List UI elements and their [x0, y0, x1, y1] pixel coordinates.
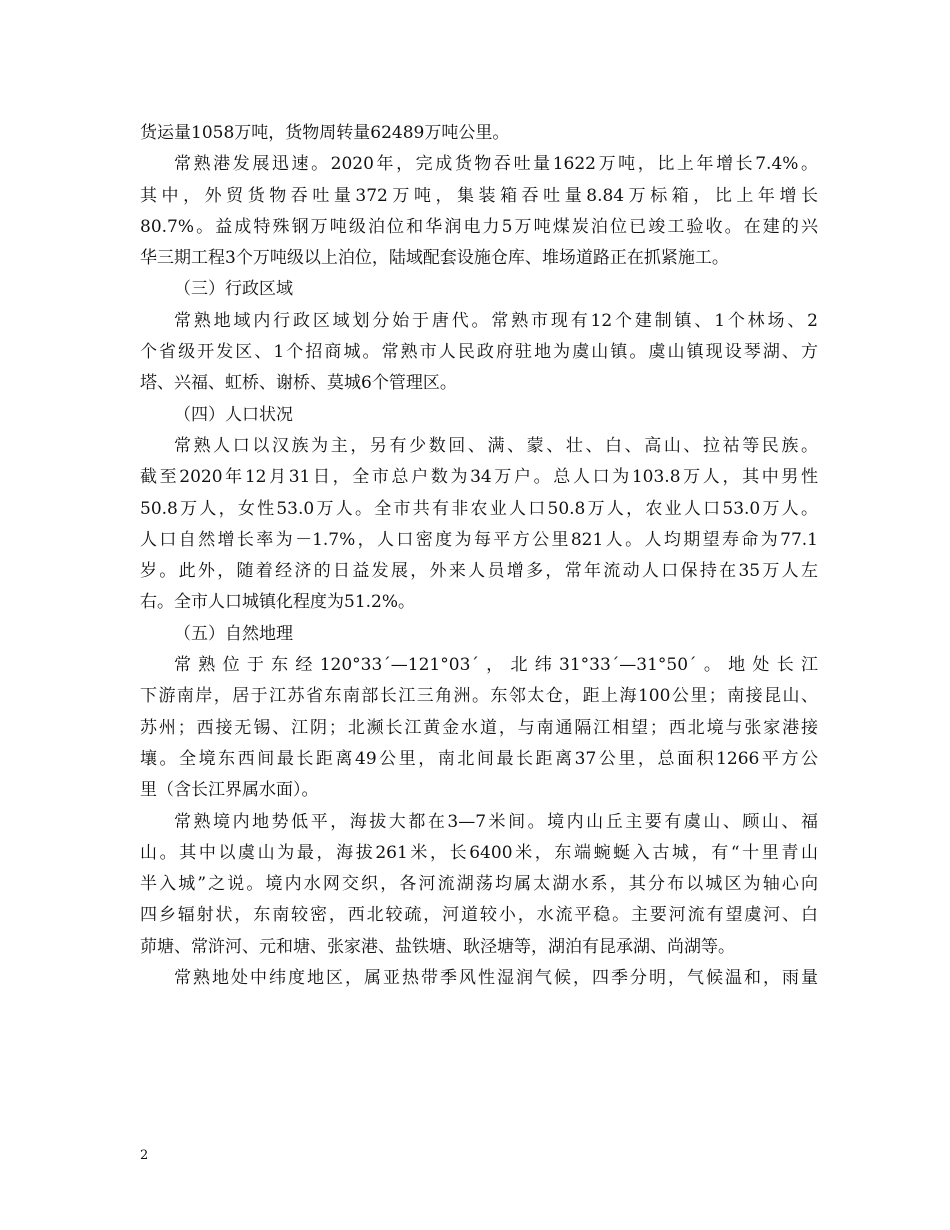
text-line: 茆塘、常浒河、元和塘、张家港、盐铁塘、耿泾塘等，湖泊有昆承湖、尚湖等。: [140, 936, 735, 957]
text-line: 个省级开发区、1个招商城。常熟市人民政府驻地为虞山镇。虞山镇现设琴湖、方: [140, 342, 818, 363]
text-line: 塔、兴福、虹桥、谢桥、莫城6个管理区。: [140, 373, 457, 394]
text-line: 常熟人口以汉族为主，另有少数回、满、蒙、壮、白、高山、拉祜等民族。: [174, 435, 818, 456]
text-line: 常熟地域内行政区域划分始于唐代。常熟市现有12个建制镇、1个林场、2: [174, 310, 818, 331]
text-line: 华三期工程3个万吨级以上泊位，陆域配套设施仓库、堆场道路正在抓紧施工。: [140, 248, 729, 269]
text-line: 苏州；西接无锡、江阴；北濒长江黄金水道，与南通隔江相望；西北境与张家港接: [140, 717, 818, 738]
text-line: 货运量1058万吨，货物周转量62489万吨公里。: [140, 123, 510, 143]
text-line: 人口自然增长率为－1.7%，人口密度为每平方公里821人。人均期望寿命为77.1: [140, 529, 818, 550]
text-line: 半入城”之说。境内水网交织，各河流湖荡均属太湖水系，其分布以城区为轴心向: [140, 874, 818, 895]
text-line: 右。全市人口城镇化程度为51.2%。: [140, 592, 416, 613]
text-line: 四乡辐射状，东南较密，西北较疏，河道较小，水流平稳。主要河流有望虞河、白: [140, 905, 818, 926]
text-line: 常熟境内地势低平，海拔大都在3—7米间。境内山丘主要有虞山、顾山、福: [174, 811, 818, 832]
text-line: 常熟地处中纬度地区，属亚热带季风性湿润气候，四季分明，气候温和，雨量: [174, 968, 818, 989]
section-heading: （五）自然地理: [174, 623, 293, 644]
text-line: 截至2020年12月31日，全市总户数为34万户。总人口为103.8万人，其中男性: [140, 467, 818, 488]
text-line: 常熟位于东经120°33´—121°03´，北纬31°33´—31°50´。地处长江: [174, 655, 818, 676]
text-line: 里（含长江界属水面）。: [140, 780, 319, 801]
text-line: 壤。全境东西间最长距离49公里，南北间最长距离37公里，总面积1266平方公: [140, 748, 818, 769]
text-line: 80.7%。益成特殊钢万吨级泊位和华润电力5万吨煤炭泊位已竣工验收。在建的兴: [140, 216, 818, 237]
text-line: 其中，外贸货物吞吐量372万吨，集装箱吞吐量8.84万标箱，比上年增长: [140, 185, 818, 206]
section-heading: （三）行政区域: [174, 279, 293, 300]
text-line: 岁。此外，随着经济的日益发展，外来人员增多，常年流动人口保持在35万人左: [140, 561, 818, 582]
text-line: 常熟港发展迅速。2020年，完成货物吞吐量1622万吨，比上年增长7.4%。: [174, 154, 818, 175]
body-text: [140, 118, 818, 994]
page-number: 2: [140, 1148, 149, 1163]
text-line: 山。其中以虞山为最，海拔261米，长6400米，东端蜿蜒入古城，有“十里青山: [140, 842, 818, 863]
text-line: 下游南岸，居于江苏省东南部长江三角洲。东邻太仓，距上海100公里；南接昆山、: [140, 686, 818, 707]
section-heading: （四）人口状况: [174, 404, 293, 425]
text-line: 50.8万人，女性53.0万人。全市共有非农业人口50.8万人，农业人口53.0万人。: [140, 498, 818, 519]
